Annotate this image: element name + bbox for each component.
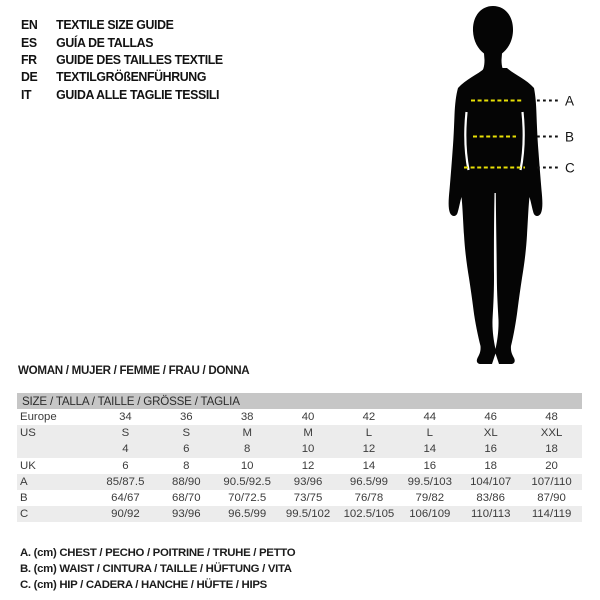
table-cell: 96.5/99	[349, 475, 388, 488]
table-cell: 16	[484, 443, 498, 456]
table-cell: 99.5/102	[285, 508, 331, 521]
table-cell: 48	[545, 411, 558, 424]
table-cell: M	[242, 427, 252, 440]
table-cell: 64/67	[111, 492, 140, 505]
group-title: WOMAN / MUJER / FEMME / FRAU / DONNA	[18, 364, 250, 377]
table-cell: 16	[423, 459, 437, 472]
table-cell: 42	[362, 411, 376, 424]
language-code: IT	[21, 86, 32, 102]
table-cell: XXL	[540, 427, 563, 440]
table-cell: 87/90	[537, 492, 566, 505]
table-cell: 88/90	[172, 475, 201, 488]
row-label: A	[20, 475, 28, 488]
language-code: DE	[21, 69, 38, 85]
table-cell: 18	[545, 443, 558, 456]
language-row	[21, 16, 223, 33]
table-cell: 8	[244, 443, 251, 456]
table-cell: 10	[301, 443, 315, 456]
table-cell: 106/109	[409, 508, 451, 521]
table-cell: 104/107	[470, 475, 512, 488]
legend-row: B. (cm) WAIST / CINTURA / TAILLE / HÜFTUNG / VITA	[20, 562, 292, 575]
table-cell: 96.5/99	[228, 508, 267, 521]
table-cell: 34	[119, 411, 132, 424]
table-cell: 14	[423, 443, 437, 456]
table-cell: 12	[362, 443, 376, 456]
language-code: FR	[21, 51, 37, 67]
language-row	[21, 86, 223, 103]
row-label: Europe	[20, 411, 57, 424]
table-row	[17, 490, 582, 506]
row-label: B	[20, 492, 28, 505]
table-cell: 107/110	[531, 475, 572, 488]
size-table-header: SIZE / TALLA / TAILLE / GRÖSSE / TAGLIA	[17, 393, 582, 409]
table-cell: 70/72.5	[228, 492, 267, 505]
language-label: GUÍA DE TALLAS	[56, 34, 154, 50]
table-cell: M	[303, 427, 313, 440]
language-label: TEXTILE SIZE GUIDE	[56, 17, 174, 33]
table-cell: 38	[240, 411, 254, 424]
measurement-legend	[20, 546, 295, 593]
table-cell: 79/82	[415, 492, 445, 505]
language-label: TEXTILGRÖßENFÜHRUNG	[56, 69, 207, 85]
legend-row: A. (cm) CHEST / PECHO / POITRINE / TRUHE / PETTO	[20, 547, 296, 559]
row-label: US	[20, 427, 36, 440]
row-label: C	[20, 508, 29, 521]
language-row	[21, 68, 223, 85]
silhouette-head	[473, 6, 513, 74]
table-row	[17, 458, 582, 474]
table-cell: 40	[301, 411, 315, 424]
table-cell: 114/119	[531, 508, 572, 521]
table-cell: S	[182, 427, 191, 440]
size-table	[17, 393, 582, 522]
marker-c-label: C	[565, 160, 575, 176]
table-cell: 73/75	[293, 492, 323, 505]
table-cell: 36	[179, 411, 193, 424]
language-row	[21, 51, 223, 68]
table-cell: 6	[122, 459, 129, 472]
table-row	[17, 474, 582, 490]
table-cell: 46	[484, 411, 498, 424]
table-cell: 14	[362, 459, 376, 472]
table-row	[17, 409, 582, 425]
table-row	[17, 441, 582, 457]
table-cell: 99.5/103	[407, 475, 452, 488]
language-label: GUIDE DES TAILLES TEXTILE	[56, 51, 223, 67]
table-cell: 12	[301, 459, 315, 472]
language-code: ES	[21, 34, 37, 50]
row-label: UK	[20, 459, 36, 472]
legend-row: C. (cm) HIP / CADERA / HANCHE / HÜFTE / HIPS	[20, 578, 267, 591]
marker-b-label: B	[565, 129, 575, 145]
table-cell: 44	[423, 411, 437, 424]
table-cell: XL	[483, 427, 498, 440]
table-cell: 6	[183, 443, 190, 456]
table-row	[17, 425, 582, 441]
table-cell: 110/113	[470, 508, 511, 521]
marker-a-label: A	[565, 93, 575, 109]
table-cell: 10	[240, 459, 254, 472]
table-cell: 85/87.5	[106, 475, 145, 488]
table-cell: 90/92	[111, 508, 140, 521]
table-cell: 68/70	[172, 492, 201, 505]
language-title-list	[21, 16, 223, 103]
table-cell: 93/96	[172, 508, 201, 521]
table-row	[17, 506, 582, 522]
woman-silhouette-figure	[425, 0, 600, 380]
table-cell: 8	[183, 459, 190, 472]
table-cell: 90.5/92.5	[223, 475, 271, 488]
table-cell: L	[426, 427, 433, 440]
table-cell: 18	[484, 459, 498, 472]
size-table-body	[17, 409, 582, 522]
table-cell: 102.5/105	[343, 508, 395, 521]
language-code: EN	[21, 17, 38, 33]
table-cell: L	[365, 427, 373, 440]
table-cell: 20	[545, 459, 558, 472]
table-cell: 93/96	[293, 475, 323, 488]
table-cell: 4	[122, 443, 129, 456]
table-cell: 83/86	[476, 492, 505, 505]
table-cell: 76/78	[354, 492, 384, 505]
language-label: GUIDA ALLE TAGLIE TESSILI	[56, 86, 220, 102]
table-cell: S	[121, 427, 130, 440]
language-row	[21, 33, 223, 50]
